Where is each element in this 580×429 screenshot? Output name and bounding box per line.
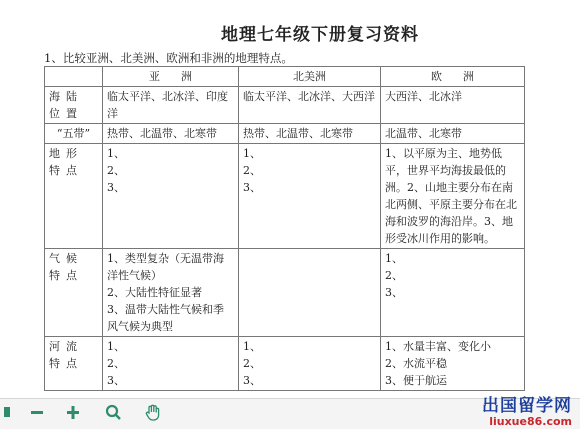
cell-line: 热带、北温带、北寒带 <box>107 127 217 140</box>
cell-line: 1、 <box>243 147 261 160</box>
page-icon[interactable] <box>0 403 18 425</box>
comparison-table <box>44 66 525 391</box>
cell-line: 3、 <box>107 374 125 387</box>
cell-line: 1、水量丰富、变化小 <box>385 340 491 353</box>
cell-line: 1、 <box>107 147 125 160</box>
cell-line: 1、类型复杂（无温带海洋性气候） <box>107 252 224 282</box>
cell-line: 3、 <box>385 286 403 299</box>
header-europe: 欧 洲 <box>381 67 525 87</box>
hand-icon[interactable] <box>142 403 164 425</box>
cell-line: 2、 <box>243 357 261 370</box>
table-cell <box>103 249 239 337</box>
table-cell <box>239 144 381 249</box>
cell-line: 2、大陆性特征显著 <box>107 286 202 299</box>
table-row <box>45 337 525 391</box>
cell-line: 临太平洋、北冰洋、印度洋 <box>107 90 228 120</box>
cell-line: 1、 <box>243 340 261 353</box>
cell-line: 2、水流平稳 <box>385 357 447 370</box>
brand-watermark <box>452 396 572 428</box>
cell-line: 1、 <box>107 340 125 353</box>
table-cell <box>103 144 239 249</box>
document-title: 地理七年级下册复习资料 <box>221 25 419 45</box>
row-label: 河流特点 <box>45 337 103 391</box>
cell-line: 3、温带大陆性气候和季风气候为典型 <box>107 303 224 333</box>
table-cell <box>103 337 239 391</box>
cell-line: 热带、北温带、北寒带 <box>243 127 353 140</box>
zoom-out-icon[interactable] <box>26 403 48 425</box>
cell-line: 3、便于航运 <box>385 374 447 387</box>
cell-line: 3、 <box>107 181 125 194</box>
table-header-row <box>45 67 525 87</box>
table-row <box>45 144 525 249</box>
cell-line: 2、 <box>107 164 125 177</box>
search-icon[interactable] <box>102 403 124 425</box>
table-row <box>45 124 525 144</box>
table-cell <box>381 124 525 144</box>
cell-line: 北温带、北寒带 <box>385 127 462 140</box>
table-cell <box>381 87 525 124</box>
table-cell <box>381 337 525 391</box>
table-cell <box>239 87 381 124</box>
row-label: 地形特点 <box>45 144 103 249</box>
table-cell <box>103 87 239 124</box>
cell-line: 2、 <box>107 357 125 370</box>
cell-line: 2、 <box>243 164 261 177</box>
cell-line: 2、 <box>385 269 403 282</box>
table-cell <box>381 144 525 249</box>
cell-line: 临太平洋、北冰洋、大西洋 <box>243 90 375 103</box>
row-label: “五带” <box>45 124 103 144</box>
table-cell <box>381 249 525 337</box>
table-row <box>45 87 525 124</box>
intro-text: 1、比较亚洲、北美洲、欧洲和非洲的地理特点。 <box>44 51 293 65</box>
table-cell <box>103 124 239 144</box>
header-corner <box>45 67 103 87</box>
table-cell <box>239 249 381 337</box>
header-asia: 亚 洲 <box>103 67 239 87</box>
zoom-in-icon[interactable] <box>62 403 84 425</box>
row-label: 气候特点 <box>45 249 103 337</box>
table-row <box>45 249 525 337</box>
table-cell <box>239 337 381 391</box>
brand-url: liuxue86.com <box>489 415 572 428</box>
cell-line: 3、 <box>243 374 261 387</box>
cell-line: 大西洋、北冰洋 <box>385 90 462 103</box>
table-cell <box>239 124 381 144</box>
cell-line: 1、以平原为主、地势低平，世界平均海拔最低的洲。2、山地主要分布在南北两侧、平原主要分布在北海和波罗的海沿岸。3、地形受冰川作用的影响。 <box>385 147 517 245</box>
cell-line: 1、 <box>385 252 403 265</box>
cell-line: 3、 <box>243 181 261 194</box>
brand-name: 出国留学网 <box>482 396 572 416</box>
row-label: 海陆位置 <box>45 87 103 124</box>
header-north-america: 北美洲 <box>239 67 381 87</box>
